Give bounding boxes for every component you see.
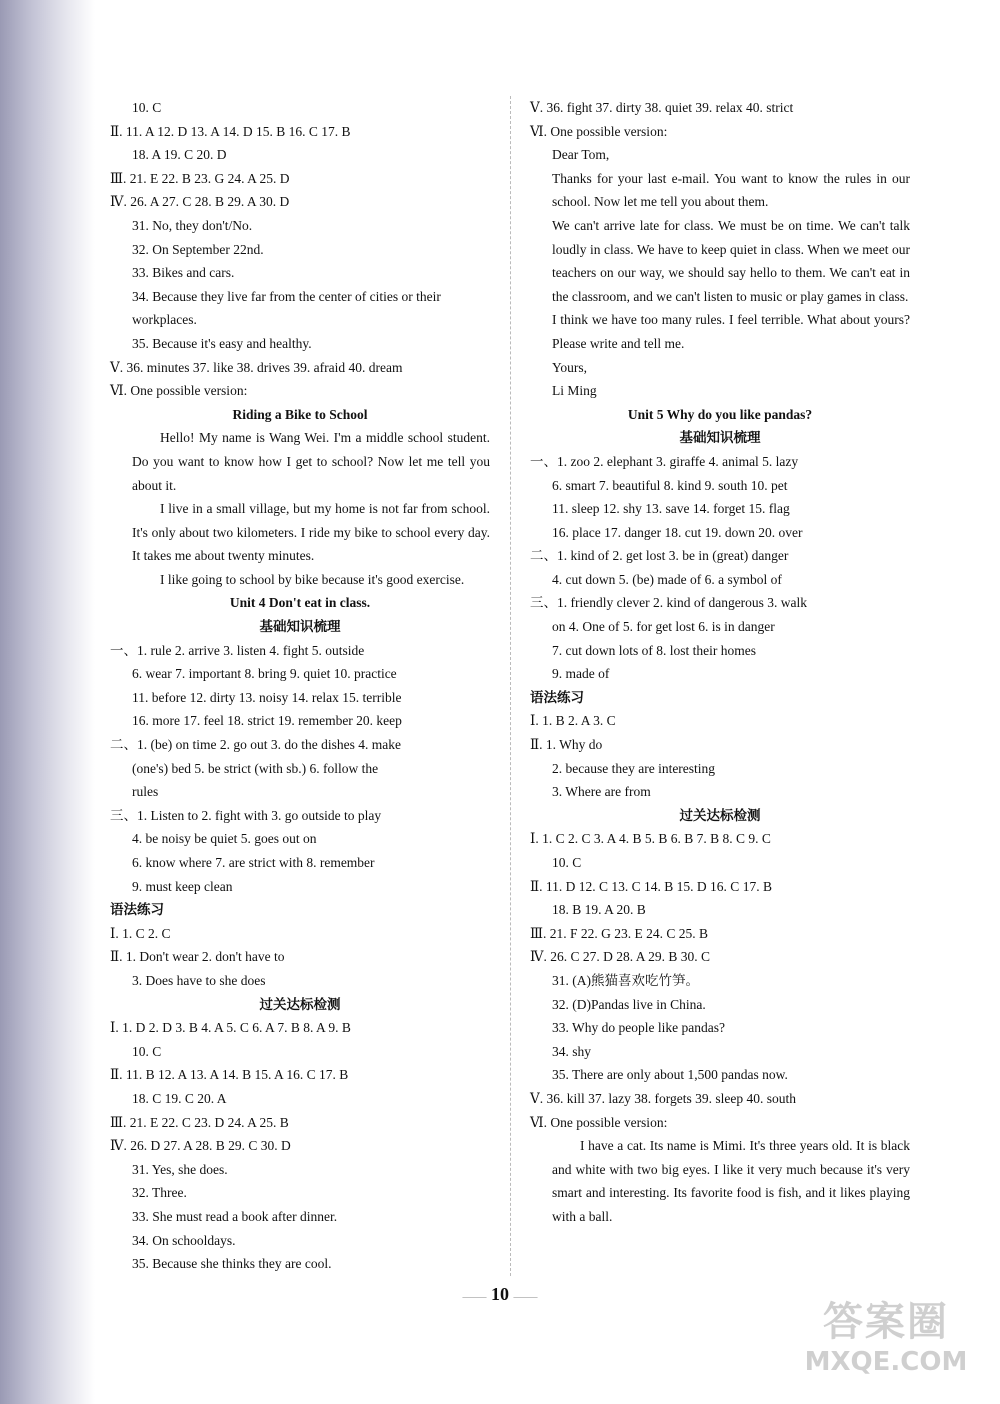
left-line: 33. Bikes and cars.	[132, 265, 235, 281]
left-line: Ⅵ. One possible version:	[110, 383, 248, 399]
left-line: 6. know where 7. are strict with 8. remember	[132, 855, 375, 870]
right-line: Ⅰ. 1. B 2. A 3. C	[530, 713, 616, 729]
right-column	[530, 96, 910, 1229]
left-line: 32. Three.	[132, 1185, 187, 1201]
left-line: 31. No, they don't/No.	[132, 217, 253, 233]
right-line: Thanks for your last e-mail. You want to know the rules in our school. Now let me tell you about them.	[552, 170, 910, 210]
left-line: Ⅰ. 1. C 2. C	[110, 925, 171, 941]
right-line: 7. cut down lots of 8. lost their homes	[552, 642, 756, 658]
right-line: Ⅴ. 36. kill 37. lazy 38. forgets 39. sleep 40. south	[530, 1090, 796, 1106]
right-line: 9. made of	[552, 666, 610, 682]
left-line: Ⅳ. 26. D 27. A 28. B 29. C 30. D	[110, 1138, 291, 1154]
right-line: Ⅴ. 36. fight 37. dirty 38. quiet 39. relax 40. strict	[530, 100, 794, 115]
left-line: 31. Yes, she does.	[132, 1161, 228, 1177]
left-line: Ⅰ. 1. D 2. D 3. B 4. A 5. C 6. A 7. B 8. A 9. B	[110, 1020, 351, 1036]
left-line: 语法练习	[110, 902, 164, 918]
left-line: Ⅳ. 26. A 27. C 28. B 29. A 30. D	[110, 194, 290, 210]
left-line: 33. She must read a book after dinner.	[132, 1208, 338, 1224]
left-line: Ⅲ. 21. E 22. B 23. G 24. A 25. D	[110, 170, 290, 186]
left-line: 35. Because she thinks they are cool.	[132, 1256, 332, 1272]
column-divider	[510, 96, 511, 1276]
right-line: 三、1. friendly clever 2. kind of dangerous 3. walk	[530, 595, 808, 611]
left-line: 过关达标检测	[259, 996, 341, 1012]
left-line: 35. Because it's easy and healthy.	[132, 335, 312, 351]
right-line: I have a cat. Its name is Mimi. It's three years old. It is black and white with two big eyes. I like it very much because it's very smart and interesting. Its favorite food is fish, and it likes playing with a ball.	[552, 1138, 910, 1224]
scan-edge-shadow	[0, 0, 95, 1404]
right-line: 35. There are only about 1,500 pandas now.	[552, 1067, 788, 1083]
watermark-line1: 答案圈	[823, 1299, 949, 1345]
left-line: 11. before 12. dirty 13. noisy 14. relax 15. terrible	[132, 689, 402, 705]
right-line: Dear Tom,	[552, 147, 610, 163]
right-line: Ⅳ. 26. C 27. D 28. A 29. B 30. C	[530, 949, 711, 965]
left-line: 10. C	[132, 100, 162, 115]
left-line: workplaces.	[132, 312, 197, 328]
left-line: Ⅱ. 1. Don't wear 2. don't have to	[110, 949, 285, 965]
left-line: 一、1. rule 2. arrive 3. listen 4. fight 5. outside	[110, 642, 365, 658]
left-line: 18. C 19. C 20. A	[132, 1090, 227, 1106]
left-line: 二、1. (be) on time 2. go out 3. do the dishes 4. make	[110, 737, 401, 753]
right-line: I think we have too many rules. I feel terrible. What about yours? Please write and tell me.	[552, 312, 910, 351]
left-line: 10. C	[132, 1043, 162, 1059]
right-line: 语法练习	[530, 689, 584, 705]
left-line: 34. Because they live far from the center of cities or their	[132, 288, 441, 304]
left-line: Hello! My name is Wang Wei. I'm a middle school student. Do you want to know how I get to school? Now let me tell you about it.	[132, 430, 490, 493]
left-line: Ⅲ. 21. E 22. C 23. D 24. A 25. B	[110, 1114, 289, 1130]
left-line: 16. more 17. feel 18. strict 19. remember 20. keep	[132, 713, 402, 729]
left-line: 9. must keep clean	[132, 878, 233, 894]
right-line: 16. place 17. danger 18. cut 19. down 20. over	[552, 524, 803, 540]
right-line: Ⅰ. 1. C 2. C 3. A 4. B 5. B 6. B 7. B 8. C 9. C	[530, 831, 771, 847]
left-line: Ⅴ. 36. minutes 37. like 38. drives 39. afraid 40. dream	[110, 359, 403, 375]
watermark-line2: MXQE.COM	[804, 1347, 968, 1377]
left-line: 三、1. Listen to 2. fight with 3. go outside to play	[110, 807, 382, 823]
left-line: (one's) bed 5. be strict (with sb.) 6. follow the	[132, 760, 379, 776]
right-line: 过关达标检测	[679, 807, 761, 823]
right-line: We can't arrive late for class. We must be on time. We can't talk loudly in class. We have to keep quiet in class. When we meet our teachers on our way, we should say hello to them. We can't eat in the classroom, and we can't listen to music or play games in class.	[552, 217, 910, 304]
left-line: rules	[132, 784, 159, 800]
right-line: 34. shy	[552, 1043, 592, 1059]
right-line: 4. cut down 5. (be) made of 6. a symbol of	[552, 571, 782, 587]
right-line: 31. (A)熊猫喜欢吃竹笋。	[552, 972, 699, 988]
right-line: Li Ming	[552, 383, 597, 399]
right-line: Yours,	[552, 359, 588, 375]
right-line: 33. Why do people like pandas?	[552, 1020, 725, 1036]
left-line: I live in a small village, but my home is not far from school. It's only about two kilometers. I ride my bike to school every day. It takes me about twenty minutes.	[132, 501, 490, 564]
right-line: 18. B 19. A 20. B	[552, 902, 646, 918]
right-line: 基础知识梳理	[679, 430, 761, 446]
right-line: Ⅲ. 21. F 22. G 23. E 24. C 25. B	[530, 925, 709, 941]
left-line: Ⅱ. 11. B 12. A 13. A 14. B 15. A 16. C 17. B	[110, 1067, 349, 1083]
right-line: on 4. One of 5. for get lost 6. is in danger	[552, 619, 775, 635]
right-line: 二、1. kind of 2. get lost 3. be in (great) danger	[530, 548, 789, 564]
left-line: 6. wear 7. important 8. bring 9. quiet 10. practice	[132, 666, 397, 682]
right-line: 一、1. zoo 2. elephant 3. giraffe 4. animal 5. lazy	[530, 453, 799, 469]
right-line: Ⅱ. 1. Why do	[530, 737, 603, 753]
right-line: 32. (D)Pandas live in China.	[552, 996, 706, 1012]
right-line: Ⅱ. 11. D 12. C 13. C 14. B 15. D 16. C 17. B	[530, 878, 772, 894]
page-number-text: 10	[491, 1284, 509, 1304]
left-line: Riding a Bike to School	[232, 406, 368, 422]
left-line: Unit 4 Don't eat in class.	[229, 595, 371, 611]
right-line: Ⅵ. One possible version:	[530, 123, 668, 139]
left-line: 18. A 19. C 20. D	[132, 147, 227, 163]
right-line: 6. smart 7. beautiful 8. kind 9. south 10. pet	[552, 477, 788, 493]
left-line: 32. On September 22nd.	[132, 241, 264, 257]
right-line: 10. C	[552, 855, 582, 870]
left-line: I like going to school by bike because it's good exercise.	[160, 571, 465, 587]
right-line: 11. sleep 12. shy 13. save 14. forget 15. flag	[552, 501, 790, 517]
right-line: 2. because they are interesting	[552, 760, 716, 776]
left-column	[110, 96, 490, 1276]
left-line: 4. be noisy be quiet 5. goes out on	[132, 831, 317, 847]
page-number: —— 10 ——	[462, 1284, 538, 1304]
left-line: 3. Does have to she does	[132, 972, 266, 988]
right-line: Unit 5 Why do you like pandas?	[627, 406, 813, 422]
left-line: Ⅱ. 11. A 12. D 13. A 14. D 15. B 16. C 17. B	[110, 123, 351, 139]
watermark-logo	[786, 1290, 986, 1400]
left-line: 34. On schooldays.	[132, 1232, 236, 1248]
left-line: 基础知识梳理	[259, 619, 341, 635]
right-line: 3. Where are from	[552, 784, 651, 800]
right-line: Ⅵ. One possible version:	[530, 1114, 668, 1130]
